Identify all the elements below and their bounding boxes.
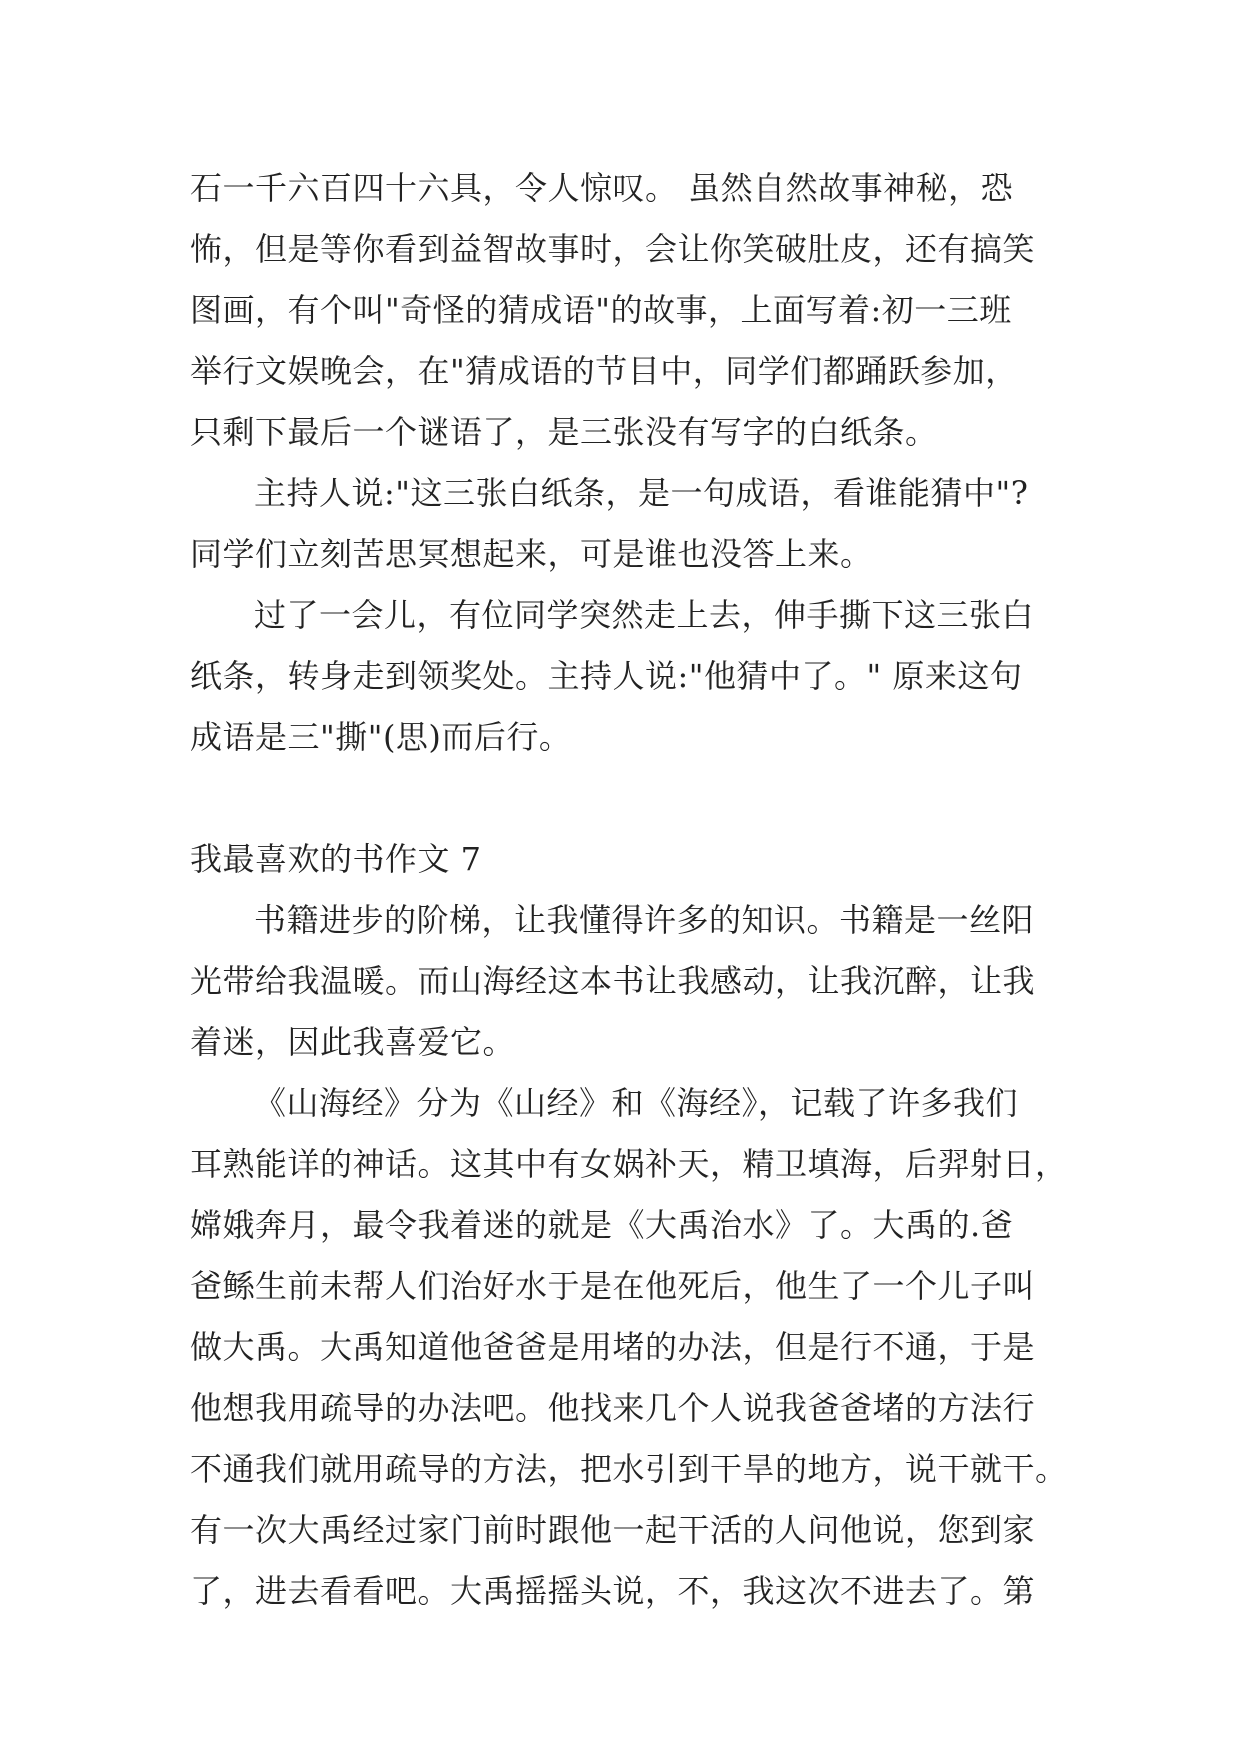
text-line: 爸鲧生前未帮人们治好水于是在他死后，他生了一个儿子叫 [190,1267,1036,1305]
text-line: 着迷，因此我喜爱它。 [190,1023,516,1061]
text-line: 有一次大禹经过家门前时跟他一起干活的人问他说，您到家 [190,1511,1036,1549]
text-line: 书籍进步的阶梯，让我懂得许多的知识。书籍是一丝阳 [254,901,1035,939]
text-line: 了，进去看看吧。大禹摇摇头说，不，我这次不进去了。第 [190,1572,1036,1610]
text-line: 不通我们就用疏导的方法，把水引到干旱的地方，说干就干。 [190,1450,1068,1488]
text-line: 石一千六百四十六具，令人惊叹。 虽然自然故事神秘，恐 [190,169,1014,207]
section-heading [190,829,1050,890]
text-line: 怖，但是等你看到益智故事时，会让你笑破肚皮，还有搞笑 [190,230,1036,268]
text-line: 做大禹。大禹知道他爸爸是用堵的办法，但是行不通，于是 [190,1328,1036,1366]
paragraph [190,890,1050,1073]
text-line: 光带给我温暖。而山海经这本书让我感动，让我沉醉，让我 [190,962,1036,1000]
text-line: 纸条，转身走到领奖处。主持人说:"他猜中了。" 原来这句 [190,657,1023,695]
text-line: 同学们立刻苦思冥想起来，可是谁也没答上来。 [190,535,873,573]
heading-text: 我最喜欢的书作文 7 [190,840,482,878]
text-line: 嫦娥奔月，最令我着迷的就是《大禹治水》了。大禹的.爸 [190,1206,1014,1244]
paragraph [190,585,1050,768]
paragraph [190,158,1050,463]
text-line: 图画，有个叫"奇怪的猜成语"的故事，上面写着:初一三班 [190,291,1012,329]
text-line: 只剩下最后一个谜语了，是三张没有写字的白纸条。 [190,413,938,451]
text-line: 成语是三"撕"(思)而后行。 [190,718,572,756]
paragraph [190,463,1050,585]
text-line: 他想我用疏导的办法吧。他找来几个人说我爸爸堵的方法行 [190,1389,1036,1427]
text-line: 耳熟能详的神话。这其中有女娲补天，精卫填海，后羿射日， [190,1145,1068,1183]
document-body [190,158,1068,1622]
text-line: 主持人说:"这三张白纸条，是一句成语，看谁能猜中"? [254,474,1029,512]
text-line: 过了一会儿，有位同学突然走上去，伸手撕下这三张白 [254,596,1035,634]
text-line: 举行文娱晚会，在"猜成语的节目中，同学们都踊跃参加， [190,352,1018,390]
text-line: 《山海经》分为《山经》和《海经》，记载了许多我们 [254,1084,1019,1122]
paragraph [190,1073,1068,1622]
